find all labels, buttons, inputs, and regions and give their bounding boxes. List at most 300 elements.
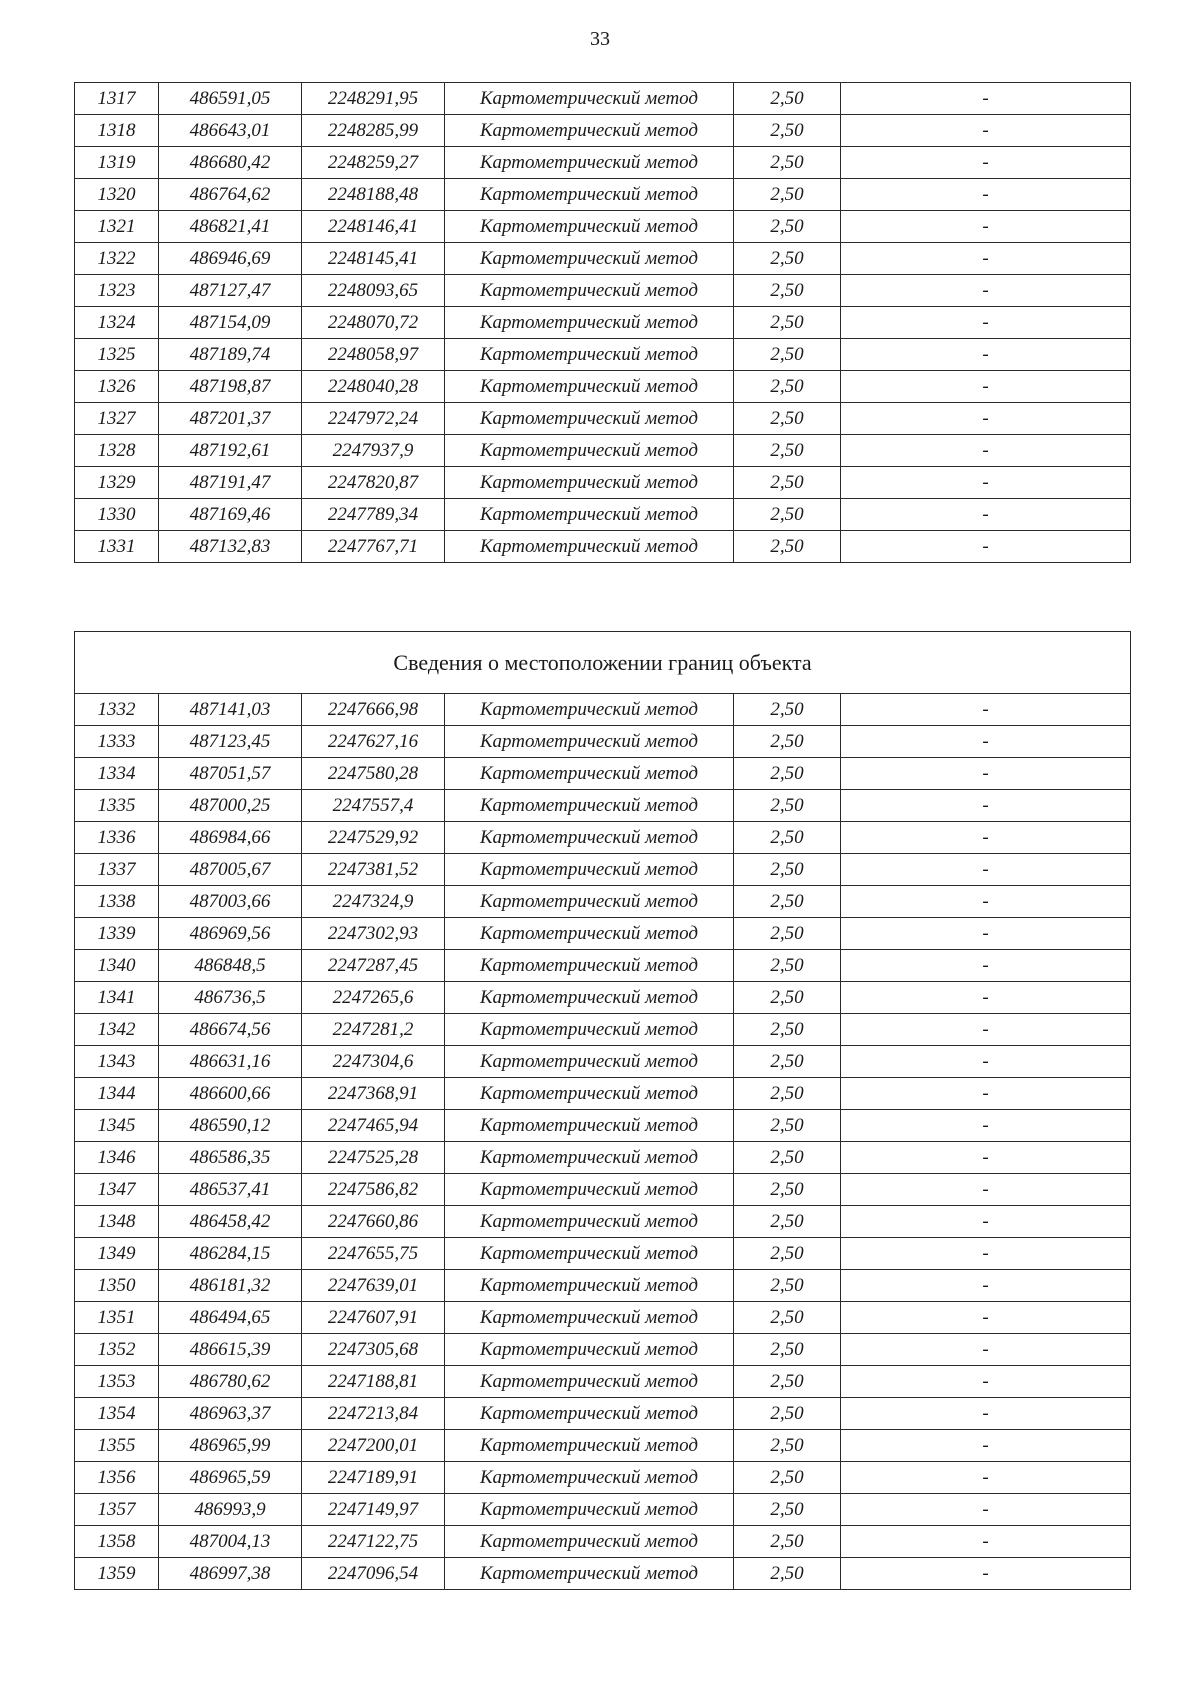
point-number-cell: 1321 [75, 211, 159, 243]
accuracy-cell: 2,50 [734, 790, 841, 822]
method-cell: Картометрический метод [445, 467, 734, 499]
point-number-cell: 1326 [75, 371, 159, 403]
point-number-cell: 1332 [75, 694, 159, 726]
table-row [75, 1558, 1131, 1590]
note-cell: - [841, 147, 1131, 179]
note-cell: - [841, 1270, 1131, 1302]
x-coordinate-cell: 487191,47 [159, 467, 302, 499]
accuracy-cell: 2,50 [734, 275, 841, 307]
x-coordinate-cell: 486615,39 [159, 1334, 302, 1366]
table-row [75, 1334, 1131, 1366]
method-cell: Картометрический метод [445, 403, 734, 435]
accuracy-cell: 2,50 [734, 1462, 841, 1494]
x-coordinate-cell: 486946,69 [159, 243, 302, 275]
table-row [75, 1270, 1131, 1302]
x-coordinate-cell: 486963,37 [159, 1398, 302, 1430]
note-cell: - [841, 1206, 1131, 1238]
method-cell: Картометрический метод [445, 918, 734, 950]
table-row [75, 950, 1131, 982]
method-cell: Картометрический метод [445, 1398, 734, 1430]
y-coordinate-cell: 2247188,81 [302, 1366, 445, 1398]
note-cell: - [841, 1494, 1131, 1526]
point-number-cell: 1331 [75, 531, 159, 563]
point-number-cell: 1344 [75, 1078, 159, 1110]
table-row [75, 1206, 1131, 1238]
point-number-cell: 1330 [75, 499, 159, 531]
accuracy-cell: 2,50 [734, 918, 841, 950]
point-number-cell: 1345 [75, 1110, 159, 1142]
x-coordinate-cell: 486997,38 [159, 1558, 302, 1590]
accuracy-cell: 2,50 [734, 1014, 841, 1046]
y-coordinate-cell: 2247302,93 [302, 918, 445, 950]
note-cell: - [841, 435, 1131, 467]
note-cell: - [841, 243, 1131, 275]
note-cell: - [841, 726, 1131, 758]
note-cell: - [841, 1078, 1131, 1110]
y-coordinate-cell: 2247122,75 [302, 1526, 445, 1558]
note-cell: - [841, 694, 1131, 726]
method-cell: Картометрический метод [445, 1014, 734, 1046]
accuracy-cell: 2,50 [734, 243, 841, 275]
x-coordinate-cell: 486181,32 [159, 1270, 302, 1302]
x-coordinate-cell: 486586,35 [159, 1142, 302, 1174]
accuracy-cell: 2,50 [734, 854, 841, 886]
x-coordinate-cell: 486458,42 [159, 1206, 302, 1238]
accuracy-cell: 2,50 [734, 1526, 841, 1558]
method-cell: Картометрический метод [445, 1206, 734, 1238]
accuracy-cell: 2,50 [734, 403, 841, 435]
note-cell: - [841, 339, 1131, 371]
point-number-cell: 1348 [75, 1206, 159, 1238]
method-cell: Картометрический метод [445, 1494, 734, 1526]
x-coordinate-cell: 487004,13 [159, 1526, 302, 1558]
note-cell: - [841, 1430, 1131, 1462]
table-row [75, 1078, 1131, 1110]
x-coordinate-cell: 486631,16 [159, 1046, 302, 1078]
note-cell: - [841, 179, 1131, 211]
note-cell: - [841, 1558, 1131, 1590]
table-row [75, 339, 1131, 371]
point-number-cell: 1324 [75, 307, 159, 339]
method-cell: Картометрический метод [445, 790, 734, 822]
accuracy-cell: 2,50 [734, 307, 841, 339]
point-number-cell: 1339 [75, 918, 159, 950]
accuracy-cell: 2,50 [734, 115, 841, 147]
y-coordinate-cell: 2247265,6 [302, 982, 445, 1014]
table-row [75, 179, 1131, 211]
method-cell: Картометрический метод [445, 307, 734, 339]
table-row [75, 1142, 1131, 1174]
x-coordinate-cell: 487192,61 [159, 435, 302, 467]
y-coordinate-cell: 2247200,01 [302, 1430, 445, 1462]
y-coordinate-cell: 2247607,91 [302, 1302, 445, 1334]
point-number-cell: 1359 [75, 1558, 159, 1590]
coordinates-table-top-body [75, 83, 1131, 563]
y-coordinate-cell: 2247655,75 [302, 1238, 445, 1270]
x-coordinate-cell: 486591,05 [159, 83, 302, 115]
table-row [75, 211, 1131, 243]
note-cell: - [841, 1462, 1131, 1494]
point-number-cell: 1349 [75, 1238, 159, 1270]
table-row [75, 83, 1131, 115]
point-number-cell: 1319 [75, 147, 159, 179]
point-number-cell: 1356 [75, 1462, 159, 1494]
method-cell: Картометрический метод [445, 694, 734, 726]
y-coordinate-cell: 2247586,82 [302, 1174, 445, 1206]
note-cell: - [841, 1046, 1131, 1078]
table-row [75, 1430, 1131, 1462]
table-row [75, 1174, 1131, 1206]
coordinates-table-top [74, 82, 1131, 563]
accuracy-cell: 2,50 [734, 1174, 841, 1206]
method-cell: Картометрический метод [445, 339, 734, 371]
x-coordinate-cell: 486643,01 [159, 115, 302, 147]
table-row [75, 147, 1131, 179]
x-coordinate-cell: 487051,57 [159, 758, 302, 790]
x-coordinate-cell: 487141,03 [159, 694, 302, 726]
accuracy-cell: 2,50 [734, 1558, 841, 1590]
note-cell: - [841, 371, 1131, 403]
accuracy-cell: 2,50 [734, 499, 841, 531]
accuracy-cell: 2,50 [734, 1206, 841, 1238]
y-coordinate-cell: 2247096,54 [302, 1558, 445, 1590]
x-coordinate-cell: 486674,56 [159, 1014, 302, 1046]
note-cell: - [841, 211, 1131, 243]
note-cell: - [841, 499, 1131, 531]
method-cell: Картометрический метод [445, 1462, 734, 1494]
accuracy-cell: 2,50 [734, 758, 841, 790]
accuracy-cell: 2,50 [734, 83, 841, 115]
note-cell: - [841, 403, 1131, 435]
y-coordinate-cell: 2247465,94 [302, 1110, 445, 1142]
note-cell: - [841, 950, 1131, 982]
y-coordinate-cell: 2248285,99 [302, 115, 445, 147]
method-cell: Картометрический метод [445, 499, 734, 531]
x-coordinate-cell: 487132,83 [159, 531, 302, 563]
note-cell: - [841, 467, 1131, 499]
y-coordinate-cell: 2247304,6 [302, 1046, 445, 1078]
table-row [75, 371, 1131, 403]
method-cell: Картометрический метод [445, 435, 734, 467]
x-coordinate-cell: 487123,45 [159, 726, 302, 758]
y-coordinate-cell: 2247639,01 [302, 1270, 445, 1302]
accuracy-cell: 2,50 [734, 1430, 841, 1462]
note-cell: - [841, 1366, 1131, 1398]
table-row [75, 531, 1131, 563]
table-row [75, 403, 1131, 435]
note-cell: - [841, 1110, 1131, 1142]
x-coordinate-cell: 487201,37 [159, 403, 302, 435]
y-coordinate-cell: 2247972,24 [302, 403, 445, 435]
point-number-cell: 1347 [75, 1174, 159, 1206]
y-coordinate-cell: 2248259,27 [302, 147, 445, 179]
table-row [75, 115, 1131, 147]
x-coordinate-cell: 486494,65 [159, 1302, 302, 1334]
note-cell: - [841, 275, 1131, 307]
note-cell: - [841, 1526, 1131, 1558]
point-number-cell: 1352 [75, 1334, 159, 1366]
note-cell: - [841, 822, 1131, 854]
x-coordinate-cell: 486284,15 [159, 1238, 302, 1270]
x-coordinate-cell: 487169,46 [159, 499, 302, 531]
note-cell: - [841, 1398, 1131, 1430]
method-cell: Картометрический метод [445, 1238, 734, 1270]
method-cell: Картометрический метод [445, 147, 734, 179]
y-coordinate-cell: 2248093,65 [302, 275, 445, 307]
note-cell: - [841, 307, 1131, 339]
y-coordinate-cell: 2247580,28 [302, 758, 445, 790]
accuracy-cell: 2,50 [734, 435, 841, 467]
x-coordinate-cell: 486965,99 [159, 1430, 302, 1462]
y-coordinate-cell: 2248291,95 [302, 83, 445, 115]
point-number-cell: 1358 [75, 1526, 159, 1558]
note-cell: - [841, 982, 1131, 1014]
y-coordinate-cell: 2247820,87 [302, 467, 445, 499]
point-number-cell: 1354 [75, 1398, 159, 1430]
table-row [75, 886, 1131, 918]
method-cell: Картометрический метод [445, 1046, 734, 1078]
note-cell: - [841, 1142, 1131, 1174]
point-number-cell: 1343 [75, 1046, 159, 1078]
table-row [75, 982, 1131, 1014]
x-coordinate-cell: 486537,41 [159, 1174, 302, 1206]
table-row [75, 1110, 1131, 1142]
method-cell: Картометрический метод [445, 531, 734, 563]
note-cell: - [841, 1014, 1131, 1046]
note-cell: - [841, 886, 1131, 918]
accuracy-cell: 2,50 [734, 1078, 841, 1110]
y-coordinate-cell: 2248040,28 [302, 371, 445, 403]
accuracy-cell: 2,50 [734, 950, 841, 982]
method-cell: Картометрический метод [445, 1110, 734, 1142]
method-cell: Картометрический метод [445, 275, 734, 307]
x-coordinate-cell: 486969,56 [159, 918, 302, 950]
method-cell: Картометрический метод [445, 83, 734, 115]
x-coordinate-cell: 486965,59 [159, 1462, 302, 1494]
table-row [75, 1526, 1131, 1558]
accuracy-cell: 2,50 [734, 531, 841, 563]
point-number-cell: 1346 [75, 1142, 159, 1174]
table-row [75, 499, 1131, 531]
method-cell: Картометрический метод [445, 1366, 734, 1398]
point-number-cell: 1342 [75, 1014, 159, 1046]
point-number-cell: 1325 [75, 339, 159, 371]
note-cell: - [841, 918, 1131, 950]
note-cell: - [841, 1174, 1131, 1206]
point-number-cell: 1338 [75, 886, 159, 918]
method-cell: Картометрический метод [445, 1526, 734, 1558]
point-number-cell: 1355 [75, 1430, 159, 1462]
accuracy-cell: 2,50 [734, 179, 841, 211]
y-coordinate-cell: 2247937,9 [302, 435, 445, 467]
x-coordinate-cell: 486600,66 [159, 1078, 302, 1110]
x-coordinate-cell: 486821,41 [159, 211, 302, 243]
x-coordinate-cell: 486984,66 [159, 822, 302, 854]
point-number-cell: 1337 [75, 854, 159, 886]
table-row [75, 435, 1131, 467]
accuracy-cell: 2,50 [734, 467, 841, 499]
coordinates-table-bottom-body [75, 632, 1131, 1590]
y-coordinate-cell: 2248188,48 [302, 179, 445, 211]
accuracy-cell: 2,50 [734, 1046, 841, 1078]
method-cell: Картометрический метод [445, 982, 734, 1014]
table-row [75, 758, 1131, 790]
y-coordinate-cell: 2247368,91 [302, 1078, 445, 1110]
x-coordinate-cell: 487005,67 [159, 854, 302, 886]
note-cell: - [841, 1302, 1131, 1334]
method-cell: Картометрический метод [445, 1142, 734, 1174]
table-row [75, 1014, 1131, 1046]
table-row [75, 275, 1131, 307]
table-row [75, 1366, 1131, 1398]
accuracy-cell: 2,50 [734, 1110, 841, 1142]
x-coordinate-cell: 486993,9 [159, 1494, 302, 1526]
method-cell: Картометрический метод [445, 179, 734, 211]
table-row [75, 918, 1131, 950]
y-coordinate-cell: 2248146,41 [302, 211, 445, 243]
y-coordinate-cell: 2247789,34 [302, 499, 445, 531]
accuracy-cell: 2,50 [734, 726, 841, 758]
x-coordinate-cell: 486680,42 [159, 147, 302, 179]
note-cell: - [841, 83, 1131, 115]
y-coordinate-cell: 2247324,9 [302, 886, 445, 918]
method-cell: Картометрический метод [445, 1174, 734, 1206]
method-cell: Картометрический метод [445, 886, 734, 918]
point-number-cell: 1318 [75, 115, 159, 147]
method-cell: Картометрический метод [445, 243, 734, 275]
y-coordinate-cell: 2247305,68 [302, 1334, 445, 1366]
y-coordinate-cell: 2247189,91 [302, 1462, 445, 1494]
point-number-cell: 1351 [75, 1302, 159, 1334]
accuracy-cell: 2,50 [734, 371, 841, 403]
x-coordinate-cell: 487189,74 [159, 339, 302, 371]
note-cell: - [841, 1238, 1131, 1270]
point-number-cell: 1328 [75, 435, 159, 467]
point-number-cell: 1323 [75, 275, 159, 307]
method-cell: Картометрический метод [445, 1334, 734, 1366]
x-coordinate-cell: 487000,25 [159, 790, 302, 822]
accuracy-cell: 2,50 [734, 1142, 841, 1174]
note-cell: - [841, 1334, 1131, 1366]
y-coordinate-cell: 2247767,71 [302, 531, 445, 563]
y-coordinate-cell: 2248070,72 [302, 307, 445, 339]
x-coordinate-cell: 486780,62 [159, 1366, 302, 1398]
method-cell: Картометрический метод [445, 726, 734, 758]
point-number-cell: 1335 [75, 790, 159, 822]
point-number-cell: 1357 [75, 1494, 159, 1526]
x-coordinate-cell: 487198,87 [159, 371, 302, 403]
method-cell: Картометрический метод [445, 758, 734, 790]
table-row [75, 1302, 1131, 1334]
accuracy-cell: 2,50 [734, 982, 841, 1014]
table-row [75, 790, 1131, 822]
note-cell: - [841, 115, 1131, 147]
accuracy-cell: 2,50 [734, 339, 841, 371]
y-coordinate-cell: 2247281,2 [302, 1014, 445, 1046]
x-coordinate-cell: 486736,5 [159, 982, 302, 1014]
section-title: Сведения о местоположении границ объекта [75, 632, 1131, 694]
y-coordinate-cell: 2247627,16 [302, 726, 445, 758]
point-number-cell: 1353 [75, 1366, 159, 1398]
point-number-cell: 1317 [75, 83, 159, 115]
y-coordinate-cell: 2247660,86 [302, 1206, 445, 1238]
x-coordinate-cell: 486764,62 [159, 179, 302, 211]
x-coordinate-cell: 487154,09 [159, 307, 302, 339]
method-cell: Картометрический метод [445, 854, 734, 886]
point-number-cell: 1322 [75, 243, 159, 275]
method-cell: Картометрический метод [445, 1078, 734, 1110]
y-coordinate-cell: 2247213,84 [302, 1398, 445, 1430]
accuracy-cell: 2,50 [734, 1270, 841, 1302]
y-coordinate-cell: 2247149,97 [302, 1494, 445, 1526]
note-cell: - [841, 790, 1131, 822]
point-number-cell: 1320 [75, 179, 159, 211]
note-cell: - [841, 531, 1131, 563]
method-cell: Картометрический метод [445, 950, 734, 982]
method-cell: Картометрический метод [445, 1302, 734, 1334]
table-row [75, 1494, 1131, 1526]
method-cell: Картометрический метод [445, 211, 734, 243]
point-number-cell: 1341 [75, 982, 159, 1014]
method-cell: Картометрический метод [445, 371, 734, 403]
coordinates-table-bottom [74, 631, 1131, 1590]
table-row [75, 243, 1131, 275]
table-row [75, 1398, 1131, 1430]
point-number-cell: 1333 [75, 726, 159, 758]
table-row [75, 1462, 1131, 1494]
page-number: 33 [590, 28, 610, 50]
y-coordinate-cell: 2247525,28 [302, 1142, 445, 1174]
point-number-cell: 1327 [75, 403, 159, 435]
point-number-cell: 1340 [75, 950, 159, 982]
table-row [75, 1046, 1131, 1078]
accuracy-cell: 2,50 [734, 211, 841, 243]
method-cell: Картометрический метод [445, 822, 734, 854]
table-row [75, 726, 1131, 758]
table-row [75, 854, 1131, 886]
y-coordinate-cell: 2247287,45 [302, 950, 445, 982]
section-title-row [75, 632, 1131, 694]
point-number-cell: 1350 [75, 1270, 159, 1302]
accuracy-cell: 2,50 [734, 822, 841, 854]
x-coordinate-cell: 486590,12 [159, 1110, 302, 1142]
table-row [75, 307, 1131, 339]
point-number-cell: 1336 [75, 822, 159, 854]
accuracy-cell: 2,50 [734, 1494, 841, 1526]
table-row [75, 694, 1131, 726]
method-cell: Картометрический метод [445, 1558, 734, 1590]
point-number-cell: 1329 [75, 467, 159, 499]
note-cell: - [841, 758, 1131, 790]
x-coordinate-cell: 487003,66 [159, 886, 302, 918]
y-coordinate-cell: 2248058,97 [302, 339, 445, 371]
point-number-cell: 1334 [75, 758, 159, 790]
method-cell: Картометрический метод [445, 1270, 734, 1302]
table-row [75, 467, 1131, 499]
accuracy-cell: 2,50 [734, 1302, 841, 1334]
accuracy-cell: 2,50 [734, 1398, 841, 1430]
y-coordinate-cell: 2247557,4 [302, 790, 445, 822]
table-row [75, 822, 1131, 854]
accuracy-cell: 2,50 [734, 1334, 841, 1366]
table-row [75, 1238, 1131, 1270]
method-cell: Картометрический метод [445, 115, 734, 147]
x-coordinate-cell: 487127,47 [159, 275, 302, 307]
y-coordinate-cell: 2247529,92 [302, 822, 445, 854]
accuracy-cell: 2,50 [734, 886, 841, 918]
note-cell: - [841, 854, 1131, 886]
method-cell: Картометрический метод [445, 1430, 734, 1462]
